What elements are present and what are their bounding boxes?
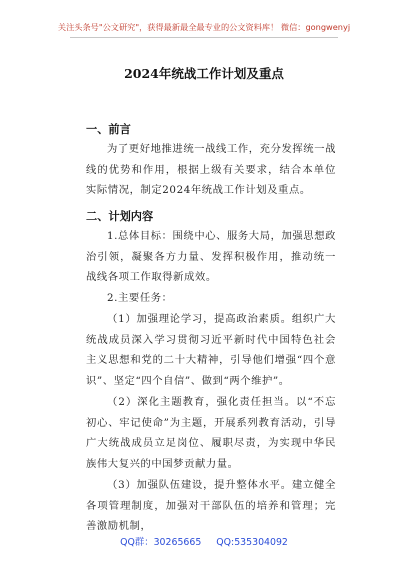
paragraph-preface: 为了更好地推进统一战线工作，充分发挥统一战线的优势和作用，根据上级有关要求，结合本单位实际情况，制定2024年统战工作计划及重点。 [86,143,336,197]
header-banner: 关注头条号"公文研究"，获得最新最全最专业的公文资料库！ 微信：gongwenyj [57,22,351,32]
paragraph-task-2: （2）深化主题教育，强化责任担当。以“不忘初心、牢记使命”为主题，开展系列教育活动，引导广大统战成员立足岗位、履职尽责，为实现中华民族伟大复兴的中国梦贡献力量。 [86,396,336,470]
section-heading-plan: 二、计划内容 [86,209,154,223]
header-divider [70,37,338,38]
paragraph-main-tasks: 2.主要任务： [107,292,173,304]
footer-qq-number: QQ:535304092 [216,537,288,548]
footer-qq-group: QQ群：30265665 [120,537,202,548]
paragraph-task-1: （1）加强理论学习，提高政治素质。组织广大统战成员深入学习贯彻习近平新时代中国特色社会主义思想和党的二十大精神，引导他们增强“四个意识”、坚定“四个自信”、做到“两个维护”。 [86,313,336,387]
document-title: 2024年统战工作计划及重点 [124,66,284,81]
section-heading-preface: 一、前言 [86,122,131,136]
paragraph-task-3: （3）加强队伍建设，提升整体水平。建立健全各项管理制度，加强对干部队伍的培养和管理；完善激励机制， [86,479,336,533]
footer-contact [0,534,408,548]
paragraph-overall-goal: 1.总体目标：围绕中心、服务大局，加强思想政治引领，凝聚各方力量、发挥积极作用，推动统一战线各项工作取得新成效。 [86,230,336,284]
